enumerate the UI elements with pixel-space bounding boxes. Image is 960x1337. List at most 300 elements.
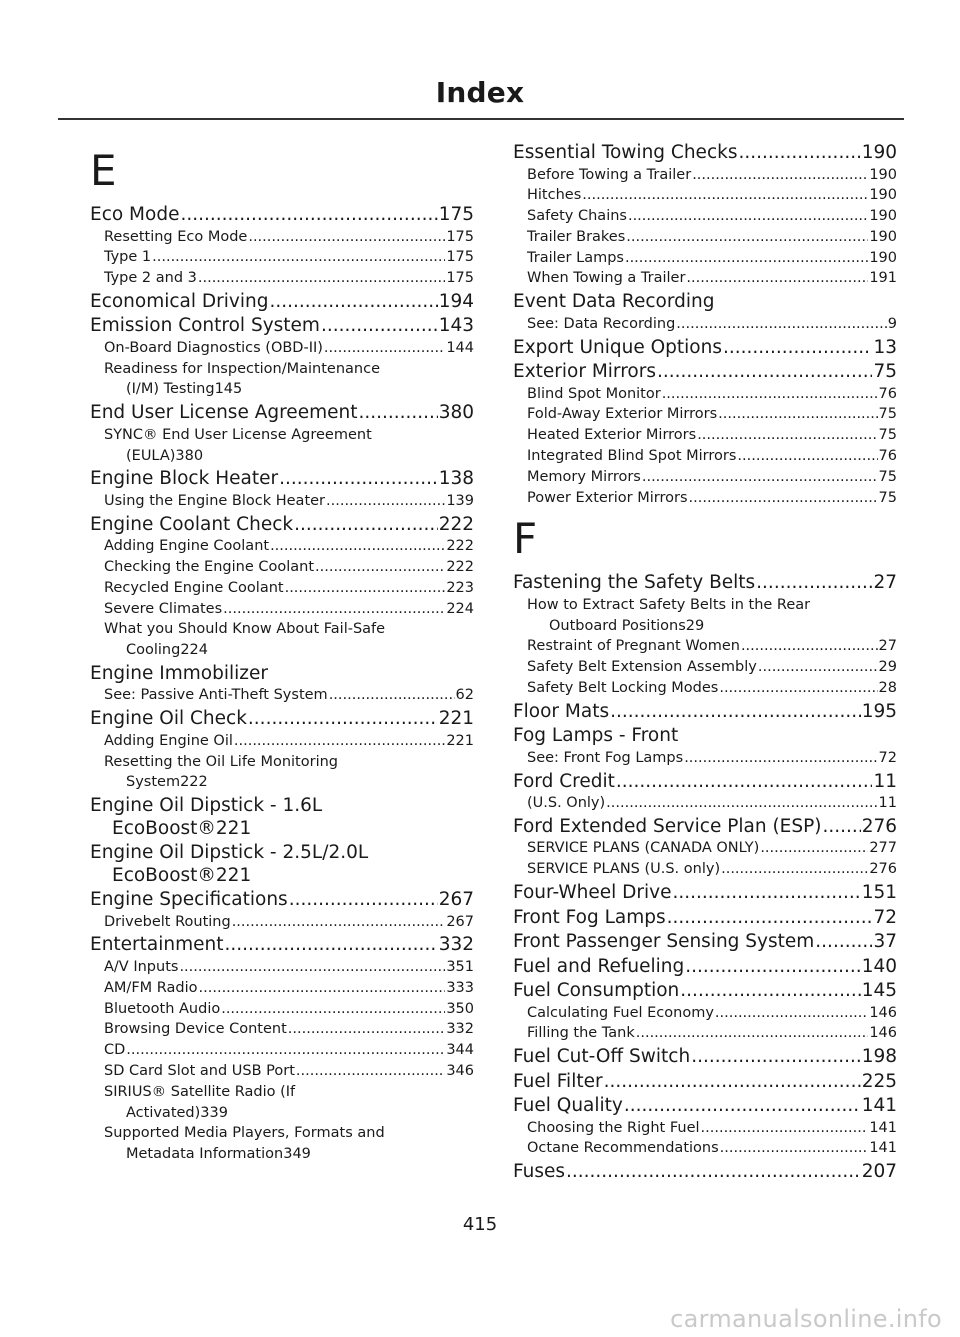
dot-leader xyxy=(566,1161,861,1184)
index-entry-title: Engine Block Heater xyxy=(90,468,279,490)
dot-leader xyxy=(691,1046,860,1069)
index-subentry-title-continued: (EULA) xyxy=(126,447,176,464)
index-entry[interactable] xyxy=(513,1095,897,1118)
page-number: 415 xyxy=(462,1214,498,1235)
page-reference: 277 xyxy=(869,840,897,857)
dot-leader xyxy=(152,247,445,268)
index-entry[interactable] xyxy=(513,882,897,905)
index-subentry-title: SERVICE PLANS (U.S. only) xyxy=(527,861,721,878)
watermark: carmanualsonline.info xyxy=(670,1305,942,1333)
index-subentry-title-continued: Outboard Positions xyxy=(549,617,686,634)
index-entry-continuation xyxy=(90,865,474,888)
index-subentry-continuation xyxy=(104,379,474,400)
index-subentry[interactable] xyxy=(90,268,474,289)
dot-leader xyxy=(221,999,445,1020)
page-reference: 195 xyxy=(861,700,897,722)
index-subentry[interactable] xyxy=(513,1138,897,1159)
dot-leader xyxy=(279,468,438,491)
index-entry[interactable] xyxy=(513,816,897,839)
index-entry[interactable] xyxy=(513,361,897,384)
index-subentry[interactable] xyxy=(513,268,897,289)
page-reference: 207 xyxy=(861,1161,897,1183)
index-subentry[interactable] xyxy=(513,678,897,699)
page-reference: 175 xyxy=(446,270,474,287)
dot-leader xyxy=(285,578,446,599)
index-subentry-title: How to Extract Safety Belts in the Rear xyxy=(527,596,811,613)
index-entry-title: Exterior Mirrors xyxy=(513,361,656,383)
dot-leader xyxy=(270,536,445,557)
index-subentry-title: Octane Recommendations xyxy=(527,1140,719,1157)
dot-leader xyxy=(199,978,446,999)
index-column-right xyxy=(513,140,897,1184)
dot-leader xyxy=(248,227,445,248)
page-reference: 28 xyxy=(878,680,897,697)
dot-leader xyxy=(326,491,445,512)
index-subentry[interactable] xyxy=(90,685,474,706)
index-entry-title: Four-Wheel Drive xyxy=(513,882,672,904)
page-reference: 225 xyxy=(861,1070,897,1092)
index-subentry-title: A/V Inputs xyxy=(104,958,179,975)
index-subentry-title: Trailer Lamps xyxy=(527,249,624,266)
dot-leader xyxy=(756,572,872,595)
index-subentry[interactable] xyxy=(513,248,897,269)
index-subentry-title: Type 1 xyxy=(104,249,152,266)
page-reference: 146 xyxy=(869,1004,897,1021)
page-reference: 333 xyxy=(446,979,474,996)
index-subentry-title-continued: Activated) xyxy=(126,1104,201,1121)
page-reference: 141 xyxy=(869,1140,897,1157)
index-subentry-continuation xyxy=(104,1103,474,1124)
index-entry[interactable] xyxy=(513,142,897,165)
index-subentry-title: Hitches xyxy=(527,187,582,204)
dot-leader xyxy=(685,956,860,979)
index-subentry[interactable] xyxy=(513,859,897,880)
index-entry[interactable] xyxy=(90,291,474,314)
index-subentry[interactable] xyxy=(513,206,897,227)
index-subentry[interactable] xyxy=(90,1123,474,1165)
index-subentry[interactable] xyxy=(513,404,897,425)
index-entry[interactable] xyxy=(513,980,897,1003)
index-entry-continuation xyxy=(90,818,474,841)
index-entry[interactable] xyxy=(513,1071,897,1094)
index-subentry[interactable] xyxy=(90,619,474,661)
index-entry[interactable] xyxy=(90,663,474,686)
page-reference: 143 xyxy=(438,315,474,337)
index-subentry[interactable] xyxy=(90,752,474,794)
index-entry[interactable] xyxy=(90,204,474,227)
index-entry-title: Fog Lamps - Front xyxy=(513,725,679,747)
index-subentry-title: Readiness for Inspection/Maintenance xyxy=(104,360,380,377)
page-reference: 175 xyxy=(446,228,474,245)
index-entry[interactable] xyxy=(90,315,474,338)
index-entry[interactable] xyxy=(513,1046,897,1069)
index-subentry-title: Recycled Engine Coolant xyxy=(104,579,284,596)
index-entry-title: Engine Coolant Check xyxy=(90,513,294,535)
index-entry[interactable] xyxy=(513,572,897,595)
dot-leader xyxy=(628,206,868,227)
index-entry-title: Emission Control System xyxy=(90,315,320,337)
page-reference: 346 xyxy=(446,1062,474,1079)
page-reference: 194 xyxy=(438,290,474,312)
index-subentry-title: CD xyxy=(104,1042,126,1059)
dot-leader xyxy=(624,1095,861,1118)
index-subentry-title: Resetting the Oil Life Monitoring xyxy=(104,753,338,770)
page-reference: 75 xyxy=(878,427,897,444)
page-reference: 29 xyxy=(685,617,705,634)
dot-leader xyxy=(719,678,877,699)
index-subentry[interactable] xyxy=(513,384,897,405)
index-entry[interactable] xyxy=(90,468,474,491)
index-entry[interactable] xyxy=(90,402,474,425)
index-subentry-title: Adding Engine Coolant xyxy=(104,538,270,555)
index-subentry[interactable] xyxy=(90,957,474,978)
page-reference: 9 xyxy=(887,315,897,332)
page-reference: 221 xyxy=(438,708,474,730)
index-entry-title: Ford Extended Service Plan (ESP) xyxy=(513,815,822,837)
index-subentry-title: See: Passive Anti-Theft System xyxy=(104,687,328,704)
index-subentry-title-continued: (I/M) Testing xyxy=(126,381,215,398)
index-subentry-title-continued: Cooling xyxy=(126,642,181,659)
index-subentry[interactable] xyxy=(513,425,897,446)
page-reference: 76 xyxy=(878,447,897,464)
index-subentry-title: SIRIUS® Satellite Radio (If xyxy=(104,1083,296,1100)
page-reference: 27 xyxy=(873,572,897,594)
index-entry-title: Fuel Filter xyxy=(513,1070,603,1092)
index-subentry[interactable] xyxy=(90,227,474,248)
index-subentry-title: See: Data Recording xyxy=(527,315,676,332)
index-entry[interactable] xyxy=(513,907,897,930)
index-subentry[interactable] xyxy=(90,599,474,620)
page-reference: 141 xyxy=(869,1119,897,1136)
page-reference: 276 xyxy=(861,815,897,837)
index-entry-title: Engine Oil Check xyxy=(90,708,247,730)
index-subentry[interactable] xyxy=(513,793,897,814)
page-reference: 72 xyxy=(873,906,897,928)
index-subentry[interactable] xyxy=(90,1061,474,1082)
page-title: Index xyxy=(435,76,525,109)
index-subentry[interactable] xyxy=(513,748,897,769)
page-reference: 224 xyxy=(180,642,209,659)
section-letter: F xyxy=(513,514,538,564)
page-reference: 75 xyxy=(873,361,897,383)
dot-leader xyxy=(315,557,445,578)
dot-leader xyxy=(718,404,877,425)
page-reference: 190 xyxy=(861,142,897,163)
dot-leader xyxy=(329,685,455,706)
page-reference: 349 xyxy=(283,1146,311,1163)
page-reference: 13 xyxy=(873,336,897,358)
index-subentry[interactable] xyxy=(513,1023,897,1044)
index-entry-title: Floor Mats xyxy=(513,700,610,722)
dot-leader xyxy=(269,291,437,314)
index-entry-title: Front Fog Lamps xyxy=(513,906,666,928)
index-entry-title: Fuel Quality xyxy=(513,1095,623,1117)
page-reference: 27 xyxy=(878,638,897,655)
dot-leader xyxy=(248,708,438,731)
index-subentry[interactable] xyxy=(90,578,474,599)
page-reference: 190 xyxy=(869,208,897,225)
dot-leader xyxy=(198,268,445,289)
page-reference: 75 xyxy=(878,468,897,485)
index-subentry-title: SD Card Slot and USB Port xyxy=(104,1062,295,1079)
dot-leader xyxy=(741,636,878,657)
index-entry[interactable] xyxy=(513,291,897,314)
index-entry[interactable] xyxy=(513,771,897,794)
page-reference: 190 xyxy=(869,166,897,183)
index-subentry-continuation xyxy=(104,640,474,661)
index-subentry[interactable] xyxy=(513,1003,897,1024)
index-subentry-title: Filling the Tank xyxy=(527,1025,635,1042)
dot-leader xyxy=(180,204,437,227)
dot-leader xyxy=(758,657,878,678)
index-subentry[interactable] xyxy=(513,488,897,509)
index-entry-title-continued: EcoBoost® xyxy=(112,817,216,839)
index-subentry-title-continued: Metadata Information xyxy=(126,1146,284,1163)
index-subentry[interactable] xyxy=(513,165,897,186)
index-subentry-title: Severe Climates xyxy=(104,600,223,617)
page-reference: 191 xyxy=(869,270,897,287)
dot-leader xyxy=(697,425,877,446)
index-subentry-title: Before Towing a Trailer xyxy=(527,166,692,183)
index-subentry[interactable] xyxy=(90,1019,474,1040)
page-reference: 332 xyxy=(438,934,474,956)
page-reference: 139 xyxy=(446,492,474,509)
index-entry-title: Event Data Recording xyxy=(513,291,715,313)
index-subentry-title: Bluetooth Audio xyxy=(104,1000,221,1017)
dot-leader xyxy=(225,934,438,957)
page-reference: 380 xyxy=(175,447,204,464)
index-subentry-title: Supported Media Players, Formats and xyxy=(104,1125,385,1142)
index-subentry-title: Safety Chains xyxy=(527,208,627,225)
index-entry-title: Fuses xyxy=(513,1161,566,1183)
page-reference: 141 xyxy=(861,1095,897,1117)
index-subentry-title: AM/FM Radio xyxy=(104,979,198,996)
dot-leader xyxy=(296,1061,445,1082)
index-entry-title: Eco Mode xyxy=(90,204,180,225)
page-reference: 190 xyxy=(869,249,897,266)
index-entry[interactable] xyxy=(513,337,897,360)
index-entry[interactable] xyxy=(90,795,474,840)
dot-leader xyxy=(822,816,860,839)
page-reference: 267 xyxy=(438,889,474,911)
page-reference: 221 xyxy=(446,732,474,749)
index-entry-title: End User License Agreement xyxy=(90,402,358,424)
index-subentry[interactable] xyxy=(90,247,474,268)
page-reference: 29 xyxy=(878,659,897,676)
index-subentry-title: Adding Engine Oil xyxy=(104,732,233,749)
index-subentry-continuation xyxy=(104,446,474,467)
dot-leader xyxy=(636,1023,869,1044)
dot-leader xyxy=(606,793,877,814)
index-entry[interactable] xyxy=(513,701,897,724)
index-entry-title: Essential Towing Checks xyxy=(513,142,738,163)
index-subentry-title: (U.S. Only) xyxy=(527,795,606,812)
index-subentry[interactable] xyxy=(90,359,474,401)
index-entry[interactable] xyxy=(513,931,897,954)
page-reference: 344 xyxy=(446,1042,474,1059)
index-subentry-title: Using the Engine Block Heater xyxy=(104,492,326,509)
index-subentry[interactable] xyxy=(90,491,474,512)
index-subentry[interactable] xyxy=(513,314,897,335)
dot-leader xyxy=(721,859,868,880)
index-entry[interactable] xyxy=(513,956,897,979)
page-reference: 222 xyxy=(180,774,208,791)
page-reference: 76 xyxy=(878,385,897,402)
page-reference: 190 xyxy=(869,187,897,204)
section-letter: E xyxy=(90,146,117,195)
dot-leader xyxy=(662,384,878,405)
dot-leader xyxy=(223,599,445,620)
dot-leader xyxy=(288,1019,446,1040)
page-reference: 190 xyxy=(869,228,897,245)
page-reference: 11 xyxy=(873,770,897,792)
index-subentry-title: Checking the Engine Coolant xyxy=(104,558,315,575)
index-subentry[interactable] xyxy=(513,446,897,467)
dot-leader xyxy=(815,931,872,954)
page-reference: 339 xyxy=(200,1104,228,1121)
dot-leader xyxy=(234,731,445,752)
index-subentry-title: Trailer Brakes xyxy=(527,228,626,245)
index-subentry-title: When Towing a Trailer xyxy=(527,270,686,287)
dot-leader xyxy=(582,185,868,206)
index-entry-title: Economical Driving xyxy=(90,290,269,312)
page-reference: 146 xyxy=(869,1025,897,1042)
page-reference: 140 xyxy=(861,955,897,977)
index-subentry[interactable] xyxy=(90,978,474,999)
page-reference: 198 xyxy=(861,1046,897,1068)
index-subentry-title: Power Exterior Mirrors xyxy=(527,489,688,506)
index-subentry-title: Blind Spot Monitor xyxy=(527,385,661,402)
page-reference: 72 xyxy=(878,749,897,766)
index-subentry[interactable] xyxy=(513,838,897,859)
dot-leader xyxy=(680,980,860,1003)
index-subentry-title: Drivebelt Routing xyxy=(104,913,231,930)
index-subentry[interactable] xyxy=(513,467,897,488)
dot-leader xyxy=(358,402,437,425)
dot-leader xyxy=(667,907,873,930)
index-subentry-title: What you Should Know About Fail-Safe xyxy=(104,621,386,638)
index-entry[interactable] xyxy=(90,708,474,731)
page-reference: 223 xyxy=(446,579,474,596)
index-subentry-title: Safety Belt Locking Modes xyxy=(527,680,719,697)
index-subentry-title: Heated Exterior Mirrors xyxy=(527,427,697,444)
index-subentry[interactable] xyxy=(90,912,474,933)
page-reference: 138 xyxy=(438,468,474,490)
index-subentry-title: Restraint of Pregnant Women xyxy=(527,638,740,655)
page-reference: 276 xyxy=(869,861,897,878)
index-subentry[interactable] xyxy=(513,227,897,248)
index-subentry[interactable] xyxy=(513,185,897,206)
page-reference: 267 xyxy=(446,913,474,930)
index-subentry-title: See: Front Fog Lamps xyxy=(527,749,684,766)
dot-leader xyxy=(625,248,868,269)
index-subentry-title: Resetting Eco Mode xyxy=(104,228,248,245)
page-reference: 222 xyxy=(438,513,474,535)
page-reference: 175 xyxy=(446,249,474,266)
dot-leader xyxy=(760,838,868,859)
page-reference: 144 xyxy=(446,339,474,356)
dot-leader xyxy=(232,912,446,933)
index-entry[interactable] xyxy=(90,842,474,887)
index-subentry[interactable] xyxy=(90,536,474,557)
index-subentry-title: Fold-Away Exterior Mirrors xyxy=(527,406,718,423)
dot-leader xyxy=(723,337,872,360)
index-subentry-continuation xyxy=(527,616,897,637)
page-reference: 221 xyxy=(215,864,252,886)
page-reference: 145 xyxy=(214,381,243,398)
index-subentry-title: SERVICE PLANS (CANADA ONLY) xyxy=(527,840,760,857)
index-entry[interactable] xyxy=(513,1161,897,1184)
dot-leader xyxy=(179,957,445,978)
index-subentry-title: On-Board Diagnostics (OBD-II) xyxy=(104,339,323,356)
page-reference: 75 xyxy=(878,406,897,423)
page-reference: 332 xyxy=(446,1021,474,1038)
index-entry[interactable] xyxy=(90,934,474,957)
page-reference: 222 xyxy=(446,538,474,555)
index-subentry[interactable] xyxy=(90,1082,474,1124)
dot-leader xyxy=(689,488,878,509)
dot-leader xyxy=(604,1071,861,1094)
dot-leader xyxy=(673,882,861,905)
dot-leader xyxy=(684,748,877,769)
index-subentry[interactable] xyxy=(513,595,897,637)
index-subentry[interactable] xyxy=(90,1040,474,1061)
index-subentry[interactable] xyxy=(90,731,474,752)
index-entry-title: Engine Oil Dipstick - 2.5L/2.0L xyxy=(90,842,369,864)
index-subentry[interactable] xyxy=(513,1118,897,1139)
index-subentry[interactable] xyxy=(513,636,897,657)
page-reference: 145 xyxy=(861,980,897,1002)
index-entry-title: Fuel Consumption xyxy=(513,980,680,1002)
index-subentry-title: Type 2 and 3 xyxy=(104,270,197,287)
index-entry[interactable] xyxy=(90,889,474,912)
index-subentry[interactable] xyxy=(513,657,897,678)
page-reference: 351 xyxy=(446,958,474,975)
dot-leader xyxy=(321,315,438,338)
dot-leader xyxy=(289,889,438,912)
index-entry-title: Fuel Cut-Off Switch xyxy=(513,1046,691,1068)
index-entry-title: Entertainment xyxy=(90,934,224,956)
index-entry-title: Fuel and Refueling xyxy=(513,955,685,977)
dot-leader xyxy=(715,1003,868,1024)
index-subentry[interactable] xyxy=(90,425,474,467)
dot-leader xyxy=(610,701,861,724)
dot-leader xyxy=(626,227,868,248)
index-subentry[interactable] xyxy=(90,338,474,359)
index-entry[interactable] xyxy=(90,514,474,537)
dot-leader xyxy=(616,771,873,794)
header-divider xyxy=(58,118,904,120)
index-subentry-continuation xyxy=(104,1144,474,1165)
index-subentry[interactable] xyxy=(90,557,474,578)
dot-leader xyxy=(676,314,886,335)
index-entry-title: Export Unique Options xyxy=(513,336,722,358)
index-subentry-title: Integrated Blind Spot Mirrors xyxy=(527,447,737,464)
page-reference: 175 xyxy=(438,204,474,225)
dot-leader xyxy=(692,165,868,186)
page-reference: 11 xyxy=(878,795,897,812)
dot-leader xyxy=(294,514,438,537)
page-reference: 37 xyxy=(873,931,897,953)
index-subentry[interactable] xyxy=(90,999,474,1020)
index-subentry-title: SYNC® End User License Agreement xyxy=(104,426,372,443)
index-entry-title: Ford Credit xyxy=(513,770,615,792)
index-entry[interactable] xyxy=(513,725,897,748)
dot-leader xyxy=(657,361,872,384)
index-entry-title: Engine Immobilizer xyxy=(90,662,268,684)
page-reference: 350 xyxy=(446,1000,474,1017)
dot-leader xyxy=(720,1138,869,1159)
